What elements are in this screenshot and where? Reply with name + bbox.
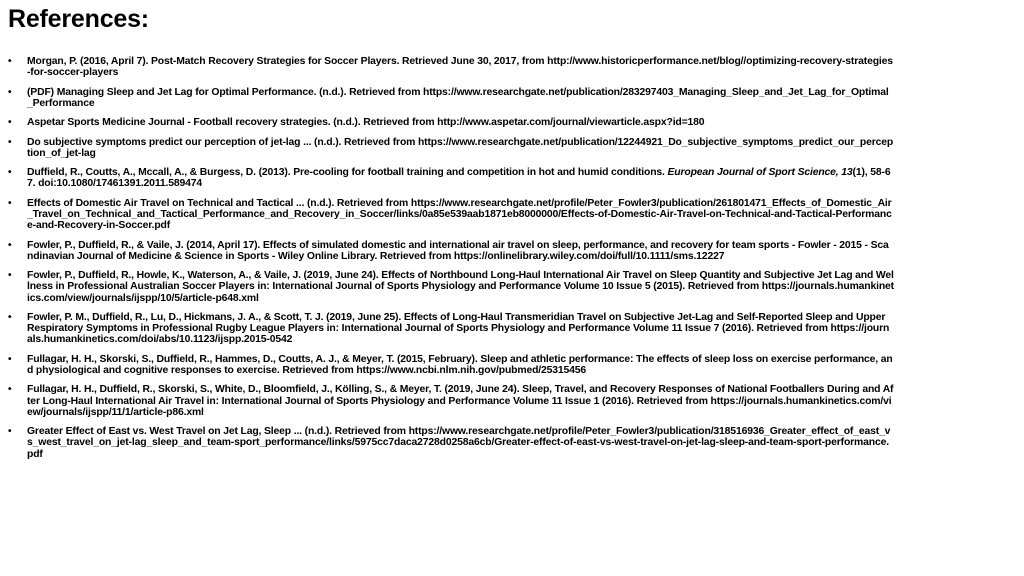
reference-text: Fowler, P., Duffield, R., Howle, K., Waterson, A., & Vaile, J. (2019, June 24). Effects of Northbound Long-Haul International Air Travel on Sleep Quantity and Subjective Jet Lag and Wellness in Professional Australian Soccer Players in: International Journal of Sports Physiology and Performance Volume 10 Issue 5 (2015). Retrieved from https://journals.humankinetics.com/view/journals/ijspp/10/5/article-p648.xml: [27, 270, 894, 304]
reference-item: [8, 426, 894, 460]
reference-item: [8, 312, 894, 346]
bullet-icon: •: [8, 270, 12, 282]
bullet-icon: •: [8, 426, 12, 438]
reference-item: [8, 240, 894, 262]
reference-item: [8, 117, 894, 128]
reference-text: (PDF) Managing Sleep and Jet Lag for Optimal Performance. (n.d.). Retrieved from https://www.researchgate.net/publication/283297403_Managing_Sleep_and_Jet_Lag_for_Optimal_Performance: [27, 86, 889, 109]
bullet-icon: •: [8, 86, 12, 98]
reference-text: Aspetar Sports Medicine Journal - Football recovery strategies. (n.d.). Retrieved from http://www.aspetar.com/journal/viewarticle.aspx?id=180: [27, 117, 705, 129]
reference-text: Fowler, P., Duffield, R., & Vaile, J. (2014, April 17). Effects of simulated domestic and international air travel on sleep, performance, and recovery for team sports - Fowler - 2015 - Scandinavian Journal of Medicine & Science in Sports - Wiley Online Library. Retrieved from https://onlinelibrary.wiley.com/doi/full/10.1111/sms.12227: [27, 239, 889, 262]
reference-text: Morgan, P. (2016, April 7). Post-Match Recovery Strategies for Soccer Players. Retrieved June 30, 2017, from http://www.historicperformance.net/blog//optimizing-recovery-strategies-for-soccer-players: [27, 56, 893, 79]
reference-item: [8, 198, 894, 232]
bullet-icon: •: [8, 117, 12, 129]
reference-item: [8, 56, 894, 78]
reference-text: Greater Effect of East vs. West Travel on Jet Lag, Sleep ... (n.d.). Retrieved from https://www.researchgate.net/profile/Peter_Fowler3/publication/318516936_Greater_effect_of_east_vs_west_travel_on_jet-lag_sleep_and_team-sport_performance/links/5975cc7daca2728d0258a6cb/Greater-effect-of-east-vs-west-travel-on-jet-lag-sleep-and-team-sport-performance.pdf: [27, 426, 891, 460]
bullet-icon: •: [8, 384, 12, 396]
reference-item: [8, 87, 894, 109]
reference-text: Fullagar, H. H., Skorski, S., Duffield, R., Hammes, D., Coutts, A. J., & Meyer, T. (2015, February). Sleep and athletic performance: The effects of sleep loss on exercise performance, and physiological and cognitive responses to exercise. Retrieved from https://www.ncbi.nlm.nih.gov/pubmed/25315456: [27, 353, 893, 376]
bullet-icon: •: [8, 353, 12, 365]
slide-title: References:: [8, 5, 149, 33]
reference-item: [8, 354, 894, 376]
bullet-icon: •: [8, 311, 12, 323]
bullet-icon: •: [8, 56, 12, 67]
reference-item: [8, 167, 894, 189]
bullet-icon: •: [8, 167, 12, 179]
bullet-icon: •: [8, 136, 12, 148]
reference-text: Duffield, R., Coutts, A., Mccall, A., & Burgess, D. (2013). Pre-cooling for football training and competition in hot and humid conditions.: [27, 167, 668, 179]
reference-list: [8, 56, 894, 460]
reference-text: Do subjective symptoms predict our perception of jet-lag ... (n.d.). Retrieved from https://www.researchgate.net/publication/12244921_Do_subjective_symptoms_predict_our_perception_of_jet-lag: [27, 136, 894, 159]
journal-title: European Journal of Sport Science, 13: [667, 167, 853, 179]
reference-item: [8, 270, 894, 304]
reference-text: Effects of Domestic Air Travel on Technical and Tactical ... (n.d.). Retrieved from https://www.researchgate.net/profile/Peter_Fowler3/publication/261801471_Effects_of_Domestic_Air_Travel_on_Technical_and_Tactical_Performance_and_Recovery_in_Soccer/links/0a85e539aab1871eb8000000/Effects-of-Domestic-Air-Travel-on-Technical-and-Tactical-Performance-and-Recovery-in-Soccer.pdf: [27, 197, 892, 232]
bullet-icon: •: [8, 197, 12, 209]
reference-text: Fowler, P. M., Duffield, R., Lu, D., Hickmans, J. A., & Scott, T. J. (2019, June 25). Effects of Long-Haul Transmeridian Travel on Subjective Jet-Lag and Self-Reported Sleep and Upper Respiratory Symptoms in Professional Rugby League Players in: International Journal of Sports Physiology and Performance Volume 11 Issue 7 (2016). Retrieved from https://journals.humankinetics.com/doi/abs/10.1123/ijspp.2015-0542: [27, 311, 890, 346]
reference-text: Fullagar, H. H., Duffield, R., Skorski, S., White, D., Bloomfield, J., Kölling, S., & Meyer, T. (2019, June 24). Sleep, Travel, and Recovery Responses of National Footballers During and After Long-Haul International Air Travel in: International Journal of Sports Physiology and Performance Volume 11 Issue 1 (2016). Retrieved from https://journals.humankinetics.com/view/journals/ijspp/11/1/article-p86.xml: [27, 384, 894, 418]
reference-item: [8, 137, 894, 159]
bullet-icon: •: [8, 239, 12, 251]
reference-item: [8, 384, 894, 418]
reference-text-tail: (1), 58-67. doi:10.1080/17461391.2011.589474: [27, 167, 891, 190]
